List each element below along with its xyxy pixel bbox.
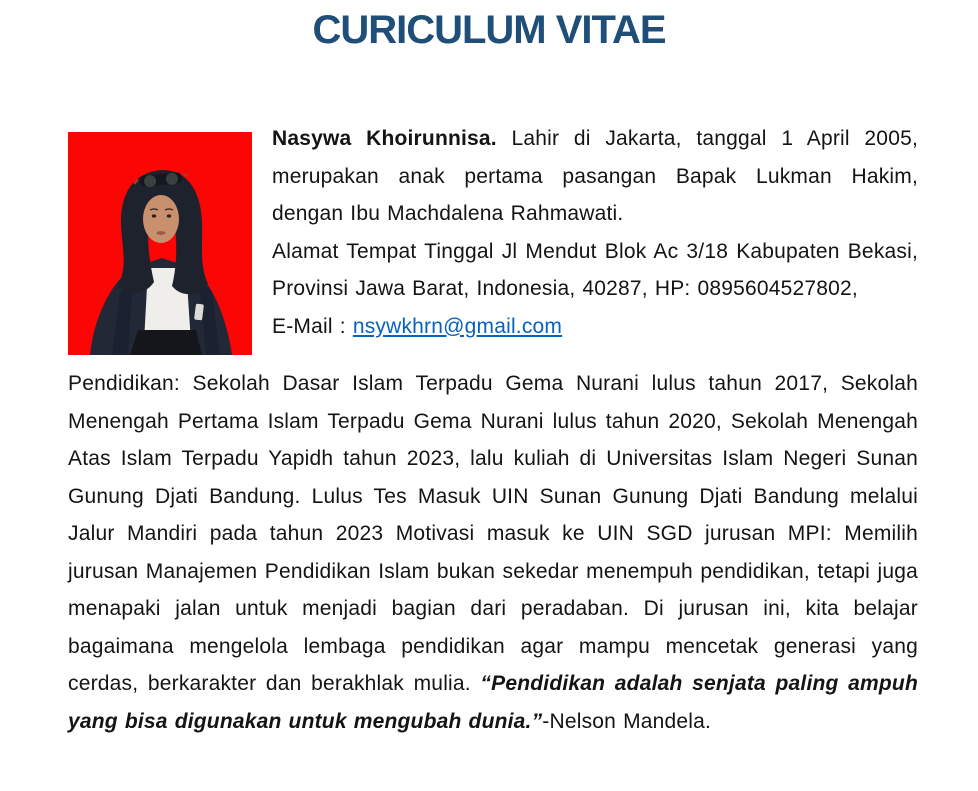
bio-text: Lahir di Jakarta, tanggal 1 April 2005, merupakan anak pertama pasangan Bapak Lukman Hakim, dengan Ibu Machdalena Rahmawati. bbox=[272, 127, 918, 225]
education-text: Pendidikan: Sekolah Dasar Islam Terpadu Gema Nurani lulus tahun 2017, Sekolah Menengah Pertama Islam Terpadu Gema Nurani lulus tahun 2020, Sekolah Menengah Atas Islam Terpadu Yapidh tahun 2023, lalu kuliah di Universitas Islam Negeri Sunan Gunung Djati Bandung. Lulus Tes Masuk UIN Sunan Gunung Djati Bandung melalui Jalur Mandiri pada tahun 2023 Motivasi masuk ke UIN SGD jurusan MPI: Memilih jurusan Manajemen Pendidikan Islam bukan sekedar menempuh pendidikan, tetapi juga menapaki jalan untuk menjadi bagian dari peradaban. Di jurusan ini, kita belajar bagaimana mengelola lembaga pendidikan agar mampu mencetak generasi yang cerdas, berkarakter dan berakhlak mulia. bbox=[68, 372, 918, 695]
quote-text: “Pendidikan adalah senjata paling ampuh yang bisa digunakan untuk mengubah dunia.” bbox=[68, 672, 918, 733]
email-label: E-Mail : bbox=[272, 314, 353, 338]
cv-content bbox=[68, 120, 918, 740]
quote-attribution: -Nelson Mandela. bbox=[542, 709, 712, 733]
profile-photo bbox=[68, 132, 252, 355]
email-link[interactable]: nsywkhrn@gmail.com bbox=[352, 314, 563, 338]
person-name: Nasywa Khoirunnisa. bbox=[272, 127, 497, 150]
portrait-photo-illustration bbox=[68, 132, 252, 355]
page-title: CURICULUM VITAE bbox=[312, 8, 666, 52]
education-paragraph bbox=[68, 365, 918, 740]
address-paragraph: Alamat Tempat Tinggal Jl Mendut Blok Ac 3/18 Kabupaten Bekasi, Provinsi Jawa Barat, Indonesia, 40287, HP: 0895604527802, bbox=[272, 239, 918, 300]
